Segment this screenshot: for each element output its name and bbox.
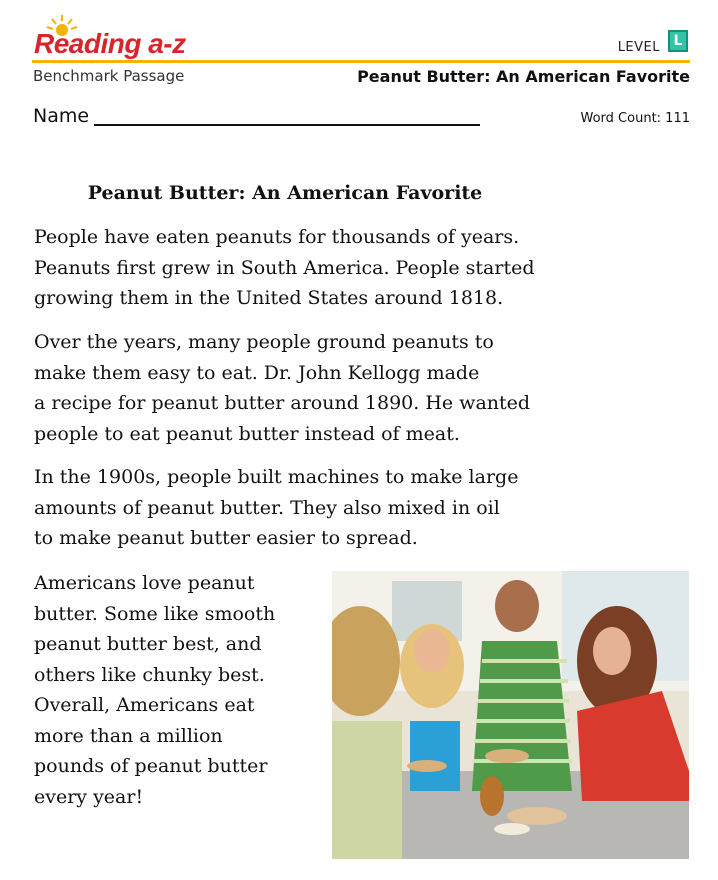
text-line: Americans love peanut <box>34 572 255 594</box>
word-count: Word Count: 111 <box>580 111 690 126</box>
text-line: pounds of peanut butter <box>34 755 268 777</box>
text-line: growing them in the United States around 1818. <box>34 287 504 309</box>
text-line: amounts of peanut butter. They also mixed in oil <box>34 496 500 519</box>
text-line: People have eaten peanuts for thousands of years. <box>34 226 520 248</box>
name-field-line[interactable] <box>94 123 480 126</box>
text-line: every year! <box>34 785 144 808</box>
brand-text: Reading a-z <box>34 28 186 59</box>
text-line: to make peanut butter easier to spread. <box>34 527 418 549</box>
reading-az-logo <box>32 12 186 59</box>
paragraph-4 <box>34 568 275 812</box>
text-line: butter. Some like smooth <box>34 602 276 625</box>
passage-title: Peanut Butter: An American Favorite <box>87 182 483 204</box>
header-rule <box>32 60 690 63</box>
text-line: a recipe for peanut butter around 1890. He wanted <box>34 392 531 414</box>
text-line: In the 1900s, people built machines to make large <box>34 466 519 488</box>
text-line: Peanuts first grew in South America. People started <box>34 256 535 279</box>
text-line: more than a million <box>34 724 223 747</box>
header-passage-title: Peanut Butter: An American Favorite <box>357 67 690 86</box>
paragraph-1 <box>34 222 535 314</box>
text-line: Overall, Americans eat <box>34 694 255 716</box>
text-line: people to eat peanut butter instead of meat. <box>34 422 460 445</box>
text-line: peanut butter best, and <box>34 633 262 655</box>
text-line: others like chunky best. <box>34 663 265 686</box>
level-badge: L <box>668 30 688 52</box>
level-label: LEVEL <box>617 40 660 55</box>
section-label: Benchmark Passage <box>33 67 185 85</box>
paragraph-3 <box>34 462 518 554</box>
text-line: make them easy to eat. Dr. John Kellogg made <box>34 361 480 384</box>
text-line: Over the years, many people ground peanuts to <box>34 331 494 353</box>
name-label: Name <box>33 105 90 127</box>
teens-making-sandwiches-photo <box>332 571 689 859</box>
paragraph-2 <box>34 327 530 449</box>
